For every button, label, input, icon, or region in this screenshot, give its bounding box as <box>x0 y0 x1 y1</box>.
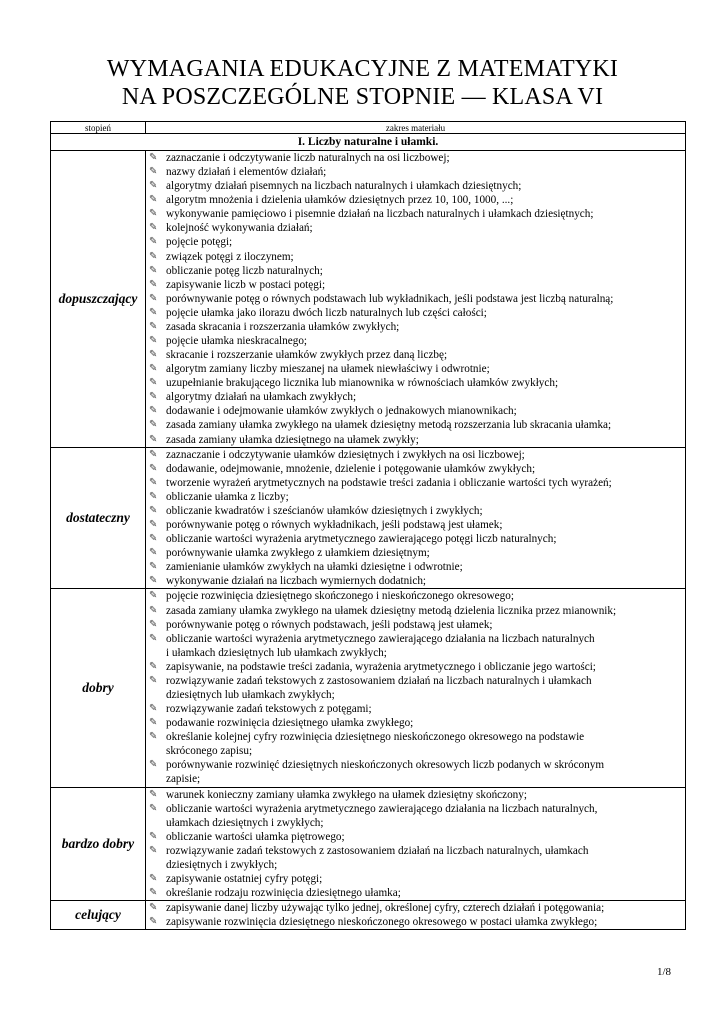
grade-row-celujacy <box>51 901 686 930</box>
pencil-icon: ✎ <box>149 236 158 248</box>
header-scope: zakres materiału <box>146 122 686 134</box>
requirement-item <box>146 674 685 702</box>
requirement-item <box>146 476 685 490</box>
requirement-text: wykonywanie działań na liczbach wymiernych dodatnich; <box>166 575 427 588</box>
requirement-item <box>146 546 685 560</box>
pencil-icon: ✎ <box>149 759 158 771</box>
pencil-icon: ✎ <box>149 916 158 928</box>
requirement-text: zasada zamiany ułamka zwykłego na ułamek dziesiętny metodą rozszerzania lub skracania ułamka; <box>166 419 612 432</box>
requirement-text: obliczanie wartości wyrażenia arytmetycznego zawierającego działania na liczbach naturalnych, <box>166 802 598 815</box>
pencil-icon: ✎ <box>149 363 158 375</box>
pencil-icon: ✎ <box>149 349 158 361</box>
requirement-text: pojęcie rozwinięcia dziesiętnego skończonego i nieskończonego okresowego; <box>166 590 514 603</box>
pencil-icon: ✎ <box>149 250 158 262</box>
pencil-icon: ✎ <box>149 802 158 814</box>
pencil-icon: ✎ <box>149 504 158 516</box>
requirement-item <box>146 589 685 603</box>
pencil-icon: ✎ <box>149 490 158 502</box>
requirement-text: zasada skracania i rozszerzania ułamków zwykłych; <box>166 320 400 333</box>
requirement-text: dziesiętnych i zwykłych; <box>166 858 278 871</box>
requirement-item <box>146 560 685 574</box>
requirement-item <box>146 448 685 462</box>
pencil-icon: ✎ <box>149 844 158 856</box>
requirement-item <box>146 418 685 432</box>
requirement-text: pojęcie potęgi; <box>166 236 233 249</box>
pencil-icon: ✎ <box>149 590 158 602</box>
requirement-item <box>146 830 685 844</box>
requirement-item <box>146 504 685 518</box>
pencil-icon: ✎ <box>149 335 158 347</box>
grade-label: bardzo dobry <box>51 787 146 901</box>
requirement-text: obliczanie potęg liczb naturalnych; <box>166 264 323 277</box>
page-title-line-1: WYMAGANIA EDUKACYJNE Z MATEMATYKI <box>106 56 619 82</box>
requirement-item <box>146 348 685 362</box>
requirement-text: skracanie i rozszerzanie ułamków zwykłych przez daną liczbę; <box>166 349 448 362</box>
pencil-icon: ✎ <box>149 830 158 842</box>
requirement-text: zapisywanie ostatniej cyfry potęgi; <box>166 872 323 885</box>
requirement-item <box>146 574 685 588</box>
requirement-text: algorytmy działań na ułamkach zwykłych; <box>166 391 357 404</box>
requirements-list <box>146 448 685 589</box>
requirement-item <box>146 788 685 802</box>
requirement-text: porównywanie potęg o równych wykładnikach, jeśli podstawą jest ułamek; <box>166 519 503 532</box>
requirement-item <box>146 490 685 504</box>
requirement-text: dodawanie, odejmowanie, mnożenie, dzielenie i potęgowanie ułamków zwykłych; <box>166 462 536 475</box>
requirement-text: algorytm mnożenia i dzielenia ułamków dziesiętnych przez 10, 100, 1000, ...; <box>166 194 514 207</box>
pencil-icon: ✎ <box>149 462 158 474</box>
pencil-icon: ✎ <box>149 674 158 686</box>
requirement-item <box>146 278 685 292</box>
requirement-text: związek potęgi z iloczynem; <box>166 250 294 263</box>
requirement-item <box>146 207 685 221</box>
requirement-text: skróconego zapisu; <box>166 745 253 758</box>
requirement-text: rozwiązywanie zadań tekstowych z zastosowaniem działań na liczbach naturalnych i ułamkach <box>166 674 592 687</box>
requirement-text: zamienianie ułamków zwykłych na ułamki dziesiętne i odwrotnie; <box>166 561 463 574</box>
requirement-item <box>146 390 685 404</box>
requirements-list <box>146 788 685 901</box>
pencil-icon: ✎ <box>149 448 158 460</box>
pencil-icon: ✎ <box>149 320 158 332</box>
pencil-icon: ✎ <box>149 433 158 445</box>
requirement-item <box>146 165 685 179</box>
requirement-text: dziesiętnych lub ułamkach zwykłych; <box>166 688 335 701</box>
pencil-icon: ✎ <box>149 222 158 234</box>
requirement-text: tworzenie wyrażeń arytmetycznych na podstawie treści zadania i obliczanie wartości tych wyrażeń; <box>166 476 612 489</box>
requirement-text: zasada zamiany ułamka zwykłego na ułamek dziesiętny metodą dzielenia licznika przez mianownik; <box>166 604 617 617</box>
section-title-row <box>51 134 686 151</box>
requirement-item <box>146 532 685 546</box>
requirement-text: wykonywanie pamięciowo i pisemnie działań na liczbach naturalnych i ułamkach dziesiętnych; <box>166 208 594 221</box>
requirement-item <box>146 730 685 758</box>
requirement-text: podawanie rozwinięcia dziesiętnego ułamka zwykłego; <box>166 717 414 730</box>
requirement-text: zasada zamiany ułamka dziesiętnego na ułamek zwykły; <box>166 433 419 446</box>
requirement-text: zaznaczanie i odczytywanie ułamków dziesiętnych i zwykłych na osi liczbowej; <box>166 448 525 461</box>
pencil-icon: ✎ <box>149 208 158 220</box>
requirement-item <box>146 915 685 929</box>
pencil-icon: ✎ <box>149 180 158 192</box>
pencil-icon: ✎ <box>149 731 158 743</box>
requirement-text: kolejność wykonywania działań; <box>166 222 313 235</box>
requirement-text: zapisywanie rozwinięcia dziesiętnego nieskończonego okresowego w postaci ułamka zwykłego; <box>166 916 598 929</box>
requirement-item <box>146 802 685 830</box>
requirement-text: warunek konieczny zamiany ułamka zwykłego na ułamek dziesiętny skończony; <box>166 788 527 801</box>
pencil-icon: ✎ <box>149 717 158 729</box>
grade-items-cell <box>146 151 686 448</box>
requirement-text: nazwy działań i elementów działań; <box>166 166 327 179</box>
grade-label: celujący <box>51 901 146 930</box>
requirement-item <box>146 886 685 900</box>
requirement-item <box>146 193 685 207</box>
requirement-text: pojęcie ułamka jako ilorazu dwóch liczb naturalnych lub części całości; <box>166 306 487 319</box>
pencil-icon: ✎ <box>149 194 158 206</box>
requirement-item <box>146 235 685 249</box>
pencil-icon: ✎ <box>149 264 158 276</box>
pencil-icon: ✎ <box>149 575 158 587</box>
pencil-icon: ✎ <box>149 377 158 389</box>
requirement-text: porównywanie potęg o równych podstawach lub wykładnikach, jeśli podstawa jest liczbą naturalną; <box>166 292 614 305</box>
requirement-item <box>146 462 685 476</box>
pencil-icon: ✎ <box>149 306 158 318</box>
requirement-text: obliczanie kwadratów i sześcianów ułamków dziesiętnych i zwykłych; <box>166 504 483 517</box>
pencil-icon: ✎ <box>149 533 158 545</box>
pencil-icon: ✎ <box>149 872 158 884</box>
pencil-icon: ✎ <box>149 278 158 290</box>
requirement-text: rozwiązywanie zadań tekstowych z zastosowaniem działań na liczbach naturalnych, ułamkach <box>166 844 589 857</box>
requirement-item <box>146 179 685 193</box>
requirement-item <box>146 518 685 532</box>
pencil-icon: ✎ <box>149 561 158 573</box>
pencil-icon: ✎ <box>149 788 158 800</box>
pencil-icon: ✎ <box>149 419 158 431</box>
pencil-icon: ✎ <box>149 405 158 417</box>
requirement-item <box>146 872 685 886</box>
requirement-text: zapisywanie danej liczby używając tylko jednej, określonej cyfry, czterech działań i potęgowania; <box>166 902 605 915</box>
requirement-text: zapisywanie, na podstawie treści zadania, wyrażenia arytmetycznego i obliczanie jego wartości; <box>166 660 596 673</box>
grade-items-cell <box>146 447 686 589</box>
requirements-table <box>50 121 686 930</box>
grade-label: dostateczny <box>51 447 146 589</box>
pencil-icon: ✎ <box>149 660 158 672</box>
requirement-text: porównywanie potęg o równych podstawach, jeśli podstawą jest ułamek; <box>166 618 493 631</box>
requirement-text: i ułamkach dziesiętnych lub ułamkach zwykłych; <box>166 646 387 659</box>
pencil-icon: ✎ <box>149 618 158 630</box>
requirement-item <box>146 716 685 730</box>
pencil-icon: ✎ <box>149 152 158 163</box>
requirement-item <box>146 702 685 716</box>
requirement-item <box>146 151 685 165</box>
pencil-icon: ✎ <box>149 632 158 644</box>
requirements-list <box>146 151 685 447</box>
requirement-item <box>146 306 685 320</box>
requirement-item <box>146 334 685 348</box>
grade-label: dopuszczający <box>51 151 146 448</box>
grade-items-cell <box>146 787 686 901</box>
requirement-item <box>146 221 685 235</box>
requirement-text: rozwiązywanie zadań tekstowych z potęgami; <box>166 703 372 716</box>
pencil-icon: ✎ <box>149 476 158 488</box>
requirement-text: zaznaczanie i odczytywanie liczb naturalnych na osi liczbowej; <box>166 152 450 164</box>
requirement-item <box>146 292 685 306</box>
requirements-list <box>146 901 685 929</box>
requirement-text: dodawanie i odejmowanie ułamków zwykłych o jednakowych mianownikach; <box>166 405 517 418</box>
requirement-text: zapisie; <box>166 773 201 786</box>
pencil-icon: ✎ <box>149 547 158 559</box>
requirements-list <box>146 589 685 786</box>
requirement-text: ułamkach dziesiętnych i zwykłych; <box>166 816 324 829</box>
grade-row-dostateczny <box>51 447 686 589</box>
requirement-item <box>146 844 685 872</box>
requirement-text: zapisywanie liczb w postaci potęgi; <box>166 278 326 291</box>
requirement-item <box>146 376 685 390</box>
requirement-text: algorytmy działań pisemnych na liczbach naturalnych i ułamkach dziesiętnych; <box>166 180 522 193</box>
requirement-item <box>146 618 685 632</box>
section-title: I. Liczby naturalne i ułamki. <box>51 134 686 151</box>
requirement-item <box>146 362 685 376</box>
requirement-text: porównywanie ułamka zwykłego z ułamkiem dziesiętnym; <box>166 547 430 560</box>
requirement-item <box>146 404 685 418</box>
requirement-item <box>146 758 685 786</box>
requirement-item <box>146 632 685 660</box>
pencil-icon: ✎ <box>149 604 158 616</box>
pencil-icon: ✎ <box>149 887 158 899</box>
requirement-text: pojęcie ułamka nieskracalnego; <box>166 335 308 348</box>
requirement-item <box>146 901 685 915</box>
pencil-icon: ✎ <box>149 902 158 914</box>
requirement-item <box>146 433 685 447</box>
requirement-text: określanie rodzaju rozwinięcia dziesiętnego ułamka; <box>166 887 401 900</box>
grade-row-dopuszczajacy <box>51 151 686 448</box>
pencil-icon: ✎ <box>149 703 158 715</box>
requirement-text: porównywanie rozwinięć dziesiętnych nieskończonych okresowych liczb podanych w skróconym <box>166 759 605 772</box>
requirement-item <box>146 660 685 674</box>
table-header-row <box>51 122 686 134</box>
page-title-line-2: NA POSZCZEGÓLNE STOPNIE — KLASA VI <box>121 84 604 110</box>
pencil-icon: ✎ <box>149 519 158 531</box>
requirement-text: uzupełnianie brakującego licznika lub mianownika w równościach ułamków zwykłych; <box>166 377 559 390</box>
grade-items-cell <box>146 589 686 787</box>
pencil-icon: ✎ <box>149 292 158 304</box>
header-grade: stopień <box>51 122 146 134</box>
requirement-text: obliczanie wartości ułamka piętrowego; <box>166 830 345 843</box>
requirement-text: obliczanie ułamka z liczby; <box>166 490 289 503</box>
grade-row-dobry <box>51 589 686 787</box>
requirement-item <box>146 264 685 278</box>
grade-label: dobry <box>51 589 146 787</box>
page-number: 1/8 <box>656 966 671 978</box>
requirement-text: obliczanie wartości wyrażenia arytmetycznego zawierającego potęgi liczb naturalnych; <box>166 533 557 546</box>
requirement-item <box>146 250 685 264</box>
requirement-text: określanie kolejnej cyfry rozwinięcia dziesiętnego nieskończonego okresowego na podstawie <box>166 731 585 744</box>
requirement-text: algorytm zamiany liczby mieszanej na ułamek niewłaściwy i odwrotnie; <box>166 363 490 376</box>
requirement-item <box>146 604 685 618</box>
grade-row-bardzo-dobry <box>51 787 686 901</box>
requirement-item <box>146 320 685 334</box>
requirement-text: obliczanie wartości wyrażenia arytmetycznego zawierającego działania na liczbach naturalnych <box>166 632 595 645</box>
grade-items-cell <box>146 901 686 930</box>
pencil-icon: ✎ <box>149 166 158 178</box>
pencil-icon: ✎ <box>149 391 158 403</box>
